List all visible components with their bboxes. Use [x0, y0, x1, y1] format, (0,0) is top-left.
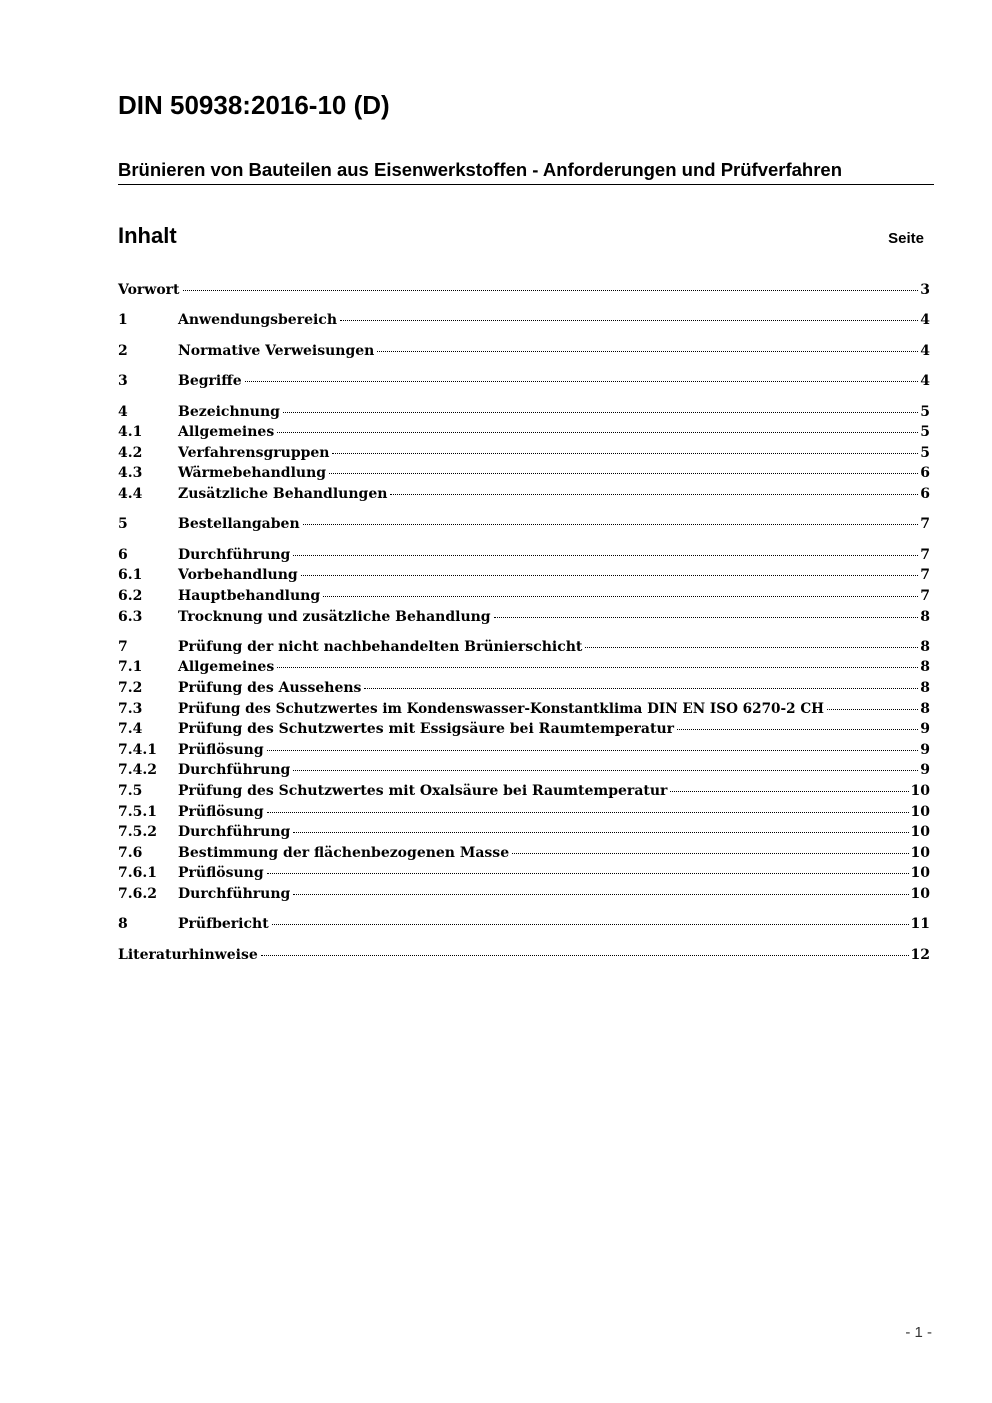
page-number: - 1 - — [905, 1324, 932, 1341]
toc-entry-page: 6 — [920, 465, 930, 482]
toc-entry[interactable] — [118, 843, 930, 864]
toc-entry[interactable] — [118, 463, 930, 484]
page-column-label: Seite — [888, 230, 924, 247]
toc-entry-title: Bestimmung der flächenbezogenen Masse — [178, 844, 510, 861]
toc-entry[interactable] — [118, 484, 930, 505]
toc-leader-dots — [329, 472, 918, 474]
toc-entry-title: Literaturhinweise — [118, 946, 258, 963]
toc-leader-dots — [340, 319, 918, 321]
toc-entry[interactable] — [118, 443, 930, 464]
toc-entry-page: 8 — [920, 659, 930, 676]
toc-entry-title: Hauptbehandlung — [178, 587, 321, 604]
toc-entry-title: Vorbehandlung — [178, 567, 298, 584]
toc-entry-title: Durchführung — [178, 824, 291, 841]
toc-leader-dots — [303, 523, 919, 525]
toc-entry-number: 7.6.1 — [118, 865, 157, 882]
toc-entry-title: Prüflösung — [178, 865, 264, 882]
toc-entry-number: 7.2 — [118, 680, 143, 697]
toc-entry-page: 11 — [910, 916, 930, 933]
toc-entry-number: 4.4 — [118, 485, 143, 502]
toc-leader-dots — [323, 595, 918, 597]
toc-entry-title: Normative Verweisungen — [178, 342, 375, 359]
toc-entry-page: 8 — [920, 608, 930, 625]
toc-entry-title: Prüfbericht — [178, 916, 269, 933]
toc-entry-number: 4 — [118, 403, 128, 420]
toc-entry-page: 10 — [910, 783, 930, 800]
toc-entry-title: Prüflösung — [178, 803, 264, 820]
toc-entry-number: 7.5.1 — [118, 803, 157, 820]
toc-entry-page: 10 — [910, 803, 930, 820]
toc-entry[interactable] — [118, 699, 930, 720]
toc-entry-title: Begriffe — [178, 373, 242, 390]
toc-entry-page: 9 — [920, 721, 930, 738]
toc-leader-dots — [261, 954, 909, 956]
toc-entry-number: 5 — [118, 516, 128, 533]
toc-entry-title: Allgemeines — [178, 659, 275, 676]
table-of-contents — [118, 280, 930, 965]
toc-entry-number: 7.4.2 — [118, 762, 157, 779]
toc-leader-dots — [293, 769, 918, 771]
toc-entry-number: 6.2 — [118, 587, 143, 604]
toc-entry-title: Verfahrensgruppen — [178, 444, 330, 461]
toc-entry-number: 4.1 — [118, 424, 143, 441]
toc-entry-page: 8 — [920, 700, 930, 717]
toc-heading: Inhalt — [118, 223, 177, 248]
toc-leader-dots — [277, 431, 918, 433]
toc-entry[interactable] — [118, 863, 930, 884]
toc-entry[interactable] — [118, 678, 930, 699]
toc-entry-page: 9 — [920, 762, 930, 779]
toc-entry[interactable] — [118, 402, 930, 423]
toc-entry[interactable] — [118, 914, 930, 935]
toc-leader-dots — [332, 452, 918, 454]
toc-entry-page: 10 — [910, 824, 930, 841]
toc-entry-page: 4 — [920, 342, 930, 359]
toc-leader-dots — [293, 831, 908, 833]
toc-entry-number: 2 — [118, 342, 128, 359]
toc-entry-title: Durchführung — [178, 762, 291, 779]
toc-entry-title: Prüfung der nicht nachbehandelten Brünierschicht — [178, 638, 583, 655]
toc-entry-number: 7.6.2 — [118, 886, 157, 903]
toc-leader-dots — [377, 350, 918, 352]
toc-entry-page: 5 — [920, 424, 930, 441]
toc-leader-dots — [677, 728, 918, 730]
toc-entry-page: 9 — [920, 741, 930, 758]
toc-entry-title: Allgemeines — [178, 424, 275, 441]
toc-entry-number: 7.3 — [118, 700, 143, 717]
toc-entry[interactable] — [118, 310, 930, 331]
toc-entry[interactable] — [118, 371, 930, 392]
toc-entry[interactable] — [118, 607, 930, 628]
toc-entry[interactable] — [118, 341, 930, 362]
toc-entry[interactable] — [118, 565, 930, 586]
toc-entry-page: 10 — [910, 865, 930, 882]
toc-leader-dots — [267, 811, 909, 813]
toc-entry-page: 7 — [920, 516, 930, 533]
toc-entry-page: 3 — [920, 282, 930, 298]
toc-entry-number: 3 — [118, 373, 128, 390]
toc-leader-dots — [512, 852, 908, 854]
toc-entry-title: Prüfung des Aussehens — [178, 680, 362, 697]
toc-leader-dots — [293, 893, 908, 895]
toc-entry-number: 7.5.2 — [118, 824, 157, 841]
toc-entry-number: 7.4 — [118, 721, 143, 738]
toc-entry-title: Durchführung — [178, 546, 291, 563]
toc-entry-title: Bezeichnung — [178, 403, 280, 420]
toc-entry-number: 4.3 — [118, 465, 143, 482]
toc-entry[interactable] — [118, 719, 930, 740]
toc-entry-number: 1 — [118, 312, 128, 329]
toc-entry-number: 8 — [118, 916, 128, 933]
toc-leader-dots — [272, 923, 909, 925]
toc-leader-dots — [267, 749, 919, 751]
toc-leader-dots — [245, 380, 919, 382]
toc-leader-dots — [277, 666, 918, 668]
toc-entry[interactable] — [118, 760, 930, 781]
toc-entry-title: Bestellangaben — [178, 516, 300, 533]
toc-entry-title: Prüfung des Schutzwertes mit Oxalsäure bei Raumtemperatur — [178, 783, 668, 800]
toc-entry-number: 7.1 — [118, 659, 143, 676]
toc-entry-title: Durchführung — [178, 886, 291, 903]
toc-entry[interactable] — [118, 586, 930, 607]
toc-entry[interactable] — [118, 740, 930, 761]
toc-leader-dots — [670, 790, 908, 792]
toc-entry-page: 6 — [920, 485, 930, 502]
toc-leader-dots — [283, 411, 918, 413]
toc-entry-title: Zusätzliche Behandlungen — [178, 485, 388, 502]
toc-entry[interactable] — [118, 781, 930, 802]
toc-entry[interactable] — [118, 884, 930, 905]
toc-entry[interactable] — [118, 637, 930, 658]
toc-leader-dots — [827, 708, 918, 710]
toc-leader-dots — [301, 574, 919, 576]
toc-entry-page: 7 — [920, 546, 930, 563]
toc-entry-title: Trocknung und zusätzliche Behandlung — [178, 608, 491, 625]
toc-entry[interactable] — [118, 945, 930, 966]
toc-entry-page: 7 — [920, 587, 930, 604]
toc-entry-number: 7.5 — [118, 783, 143, 800]
toc-leader-dots — [364, 687, 918, 689]
toc-leader-dots — [390, 493, 918, 495]
toc-entry-page: 8 — [920, 638, 930, 655]
toc-entry-title: Prüfung des Schutzwertes mit Essigsäure bei Raumtemperatur — [178, 721, 675, 738]
toc-leader-dots — [293, 554, 918, 556]
toc-entry[interactable] — [118, 657, 930, 678]
toc-entry-page: 12 — [910, 946, 930, 963]
toc-entry-title: Prüflösung — [178, 741, 264, 758]
toc-entry-number: 6.3 — [118, 608, 143, 625]
toc-entry-page: 5 — [920, 444, 930, 461]
toc-entry-page: 7 — [920, 567, 930, 584]
toc-entry[interactable] — [118, 280, 930, 301]
toc-entry-number: 7.4.1 — [118, 741, 157, 758]
toc-leader-dots — [494, 616, 919, 618]
toc-entry[interactable] — [118, 422, 930, 443]
toc-entry-title: Anwendungsbereich — [178, 312, 337, 329]
toc-entry-number: 7.6 — [118, 844, 143, 861]
toc-entry-page: 4 — [920, 373, 930, 390]
toc-entry-page: 10 — [910, 844, 930, 861]
toc-entry-number: 7 — [118, 638, 128, 655]
toc-entry-title: Vorwort — [118, 282, 180, 298]
toc-leader-dots — [183, 289, 919, 291]
toc-entry-page: 8 — [920, 680, 930, 697]
toc-entry-page: 10 — [910, 886, 930, 903]
document-id: DIN 50938:2016-10 (D) — [118, 90, 390, 120]
toc-entry-page: 4 — [920, 312, 930, 329]
toc-entry-page: 5 — [920, 403, 930, 420]
toc-entry[interactable] — [118, 545, 930, 566]
document-title: Brünieren von Bauteilen aus Eisenwerkstoffen - Anforderungen und Prüfverfahren — [118, 158, 934, 185]
toc-entry-title: Wärmebehandlung — [178, 465, 327, 482]
toc-leader-dots — [267, 872, 909, 874]
toc-entry-title: Prüfung des Schutzwertes im Kondenswasser-Konstantklima DIN EN ISO 6270-2 CH — [178, 700, 824, 717]
toc-leader-dots — [585, 646, 918, 648]
toc-entry-number: 6.1 — [118, 567, 143, 584]
toc-entry-number: 6 — [118, 546, 128, 563]
toc-entry[interactable] — [118, 514, 930, 535]
toc-entry-number: 4.2 — [118, 444, 143, 461]
toc-entry[interactable] — [118, 802, 930, 823]
toc-entry[interactable] — [118, 822, 930, 843]
